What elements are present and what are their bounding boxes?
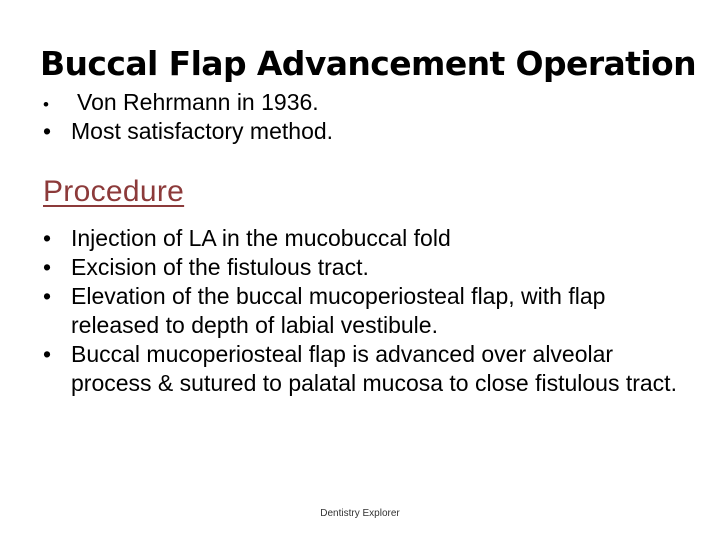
bullet-icon: • bbox=[43, 95, 49, 114]
list-item-text: Von Rehrmann in 1936. bbox=[77, 89, 319, 115]
footer-credit: Dentistry Explorer bbox=[320, 508, 400, 519]
list-item-text: Injection of LA in the mucobuccal fold bbox=[71, 225, 451, 251]
list-item bbox=[43, 88, 693, 117]
list-item bbox=[43, 253, 693, 282]
bullet-icon: • bbox=[43, 341, 52, 367]
list-item-text: Most satisfactory method. bbox=[71, 118, 334, 144]
section-heading-procedure: Procedure bbox=[43, 175, 185, 208]
list-item bbox=[43, 224, 693, 253]
slide-title: Buccal Flap Advancement Operation bbox=[39, 44, 697, 83]
bullet-icon: • bbox=[43, 254, 52, 280]
list-item bbox=[43, 117, 693, 146]
bullet-icon: • bbox=[43, 225, 52, 251]
list-item-text: Buccal mucoperiosteal flap is advanced over alveolar process & sutured to palatal mucosa to close fistulous tract. bbox=[71, 341, 677, 396]
intro-list bbox=[43, 88, 693, 146]
list-item bbox=[43, 282, 693, 340]
list-item-text: Elevation of the buccal mucoperiosteal flap, with flap released to depth of labial vestibule. bbox=[71, 283, 606, 338]
procedure-list bbox=[43, 224, 693, 398]
list-item bbox=[43, 340, 693, 398]
list-item-text: Excision of the fistulous tract. bbox=[71, 254, 369, 280]
bullet-icon: • bbox=[43, 283, 52, 309]
bullet-icon: • bbox=[43, 118, 52, 144]
